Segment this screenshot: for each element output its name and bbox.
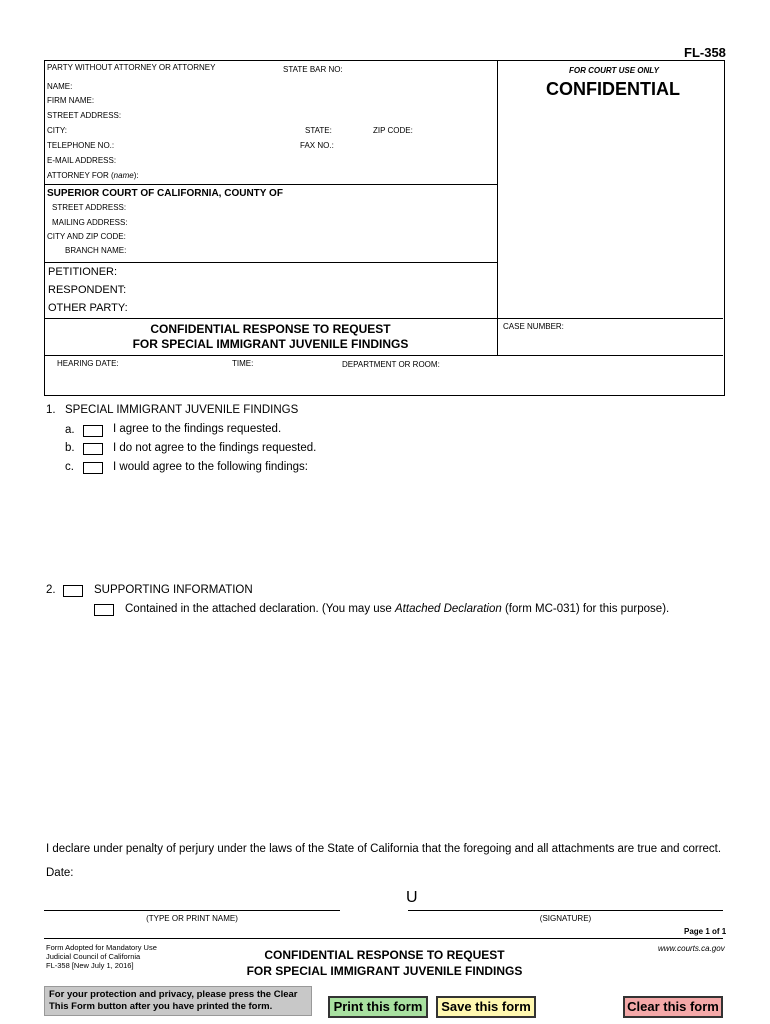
would-agree-checkbox[interactable] (83, 462, 103, 474)
hearing-date-label: HEARING DATE: (57, 359, 119, 368)
agree-checkbox[interactable] (83, 425, 103, 437)
page-number: Page 1 of 1 (684, 927, 727, 936)
telephone-label: TELEPHONE NO.: (47, 141, 115, 150)
privacy-notice (44, 986, 312, 1016)
state-label: STATE: (305, 126, 332, 135)
attorney-for-prefix: ATTORNEY FOR ( (47, 171, 114, 180)
divider (44, 184, 497, 185)
petitioner-label: PETITIONER: (48, 266, 118, 278)
privacy-line2: This Form button after you have printed the form. (49, 1001, 273, 1012)
party-label: PARTY WITHOUT ATTORNEY OR ATTORNEY (47, 63, 216, 72)
section1-title: SPECIAL IMMIGRANT JUVENILE FINDINGS (65, 404, 299, 416)
street-address-label: STREET ADDRESS: (47, 111, 122, 120)
perjury-declaration: I declare under penalty of perjury under the laws of the State of California that the foregoing and all attachments are true and correct. (46, 843, 722, 855)
state-bar-label: STATE BAR NO: (283, 65, 343, 74)
declaration-attached-suffix: (form MC-031) for this purpose). (501, 603, 670, 615)
court-mailing-label: MAILING ADDRESS: (52, 218, 128, 227)
type-name-label: (TYPE OR PRINT NAME) (146, 914, 238, 923)
footer-title-line2: FOR SPECIAL IMMIGRANT JUVENILE FINDINGS (246, 964, 523, 978)
zip-label: ZIP CODE: (373, 126, 413, 135)
firm-name-label: FIRM NAME: (47, 96, 95, 105)
signature-line (408, 910, 723, 911)
confidential-title: CONFIDENTIAL (546, 79, 680, 99)
disagree-checkbox[interactable] (83, 443, 103, 455)
adopted-line2: Judicial Council of California (46, 952, 141, 961)
footer-rule (44, 938, 723, 939)
signature-mark-icon: U (406, 889, 418, 906)
divider (44, 262, 497, 263)
divider (44, 318, 723, 319)
court-use-only: FOR COURT USE ONLY (569, 66, 659, 75)
attached-declaration-checkbox[interactable] (94, 604, 114, 616)
option-a-text: I agree to the findings requested. (113, 423, 282, 435)
supporting-info-checkbox[interactable] (63, 585, 83, 597)
section1-number: 1. (46, 404, 56, 416)
court-city-zip-label: CITY AND ZIP CODE: (47, 232, 126, 241)
form-title (44, 322, 497, 352)
form-number: FL-358 (684, 45, 726, 60)
website-link[interactable]: www.courts.ca.gov (658, 944, 725, 953)
divider (44, 355, 723, 356)
footer-title-line1: CONFIDENTIAL RESPONSE TO REQUEST (264, 948, 505, 962)
option-b-label: b. (65, 442, 75, 454)
department-label: DEPARTMENT OR ROOM: (342, 360, 440, 369)
city-label: CITY: (47, 126, 68, 135)
court-street-label: STREET ADDRESS: (52, 203, 127, 212)
attorney-for-suffix: ): (133, 171, 139, 180)
option-c-text: I would agree to the following findings: (113, 461, 308, 473)
print-form-button[interactable]: Print this form (328, 996, 428, 1018)
save-form-button[interactable]: Save this form (436, 996, 536, 1018)
clear-form-button[interactable]: Clear this form (623, 996, 723, 1018)
footer-title (210, 947, 559, 979)
adopted-line1: Form Adopted for Mandatory Use (46, 943, 157, 952)
attorney-for-label (47, 171, 139, 180)
adopted-line3: FL-358 [New July 1, 2016] (46, 961, 134, 970)
attorney-for-name: name (113, 171, 134, 180)
name-label: NAME: (47, 82, 73, 91)
form-title-line1: CONFIDENTIAL RESPONSE TO REQUEST (150, 322, 391, 336)
court-branch-label: BRANCH NAME: (65, 246, 127, 255)
signature-label: (SIGNATURE) (539, 914, 592, 923)
name-line (44, 910, 340, 911)
findings-text-area[interactable] (113, 478, 713, 568)
form-title-line2: FOR SPECIAL IMMIGRANT JUVENILE FINDINGS (132, 337, 409, 351)
option-a-label: a. (65, 424, 75, 436)
adopted-block (46, 943, 157, 970)
other-party-label: OTHER PARTY: (48, 302, 128, 314)
court-title: SUPERIOR COURT OF CALIFORNIA, COUNTY OF (47, 188, 283, 199)
attached-declaration-title: Attached Declaration (395, 603, 502, 615)
fax-label: FAX NO.: (300, 141, 334, 150)
respondent-label: RESPONDENT: (48, 284, 127, 296)
case-number-label: CASE NUMBER: (503, 322, 564, 331)
section2-number: 2. (46, 584, 56, 596)
date-label: Date: (46, 867, 74, 879)
section2-title: SUPPORTING INFORMATION (94, 584, 253, 596)
declaration-attached-text (125, 603, 669, 615)
option-b-text: I do not agree to the findings requested. (113, 442, 317, 454)
option-c-label: c. (65, 461, 74, 473)
declaration-attached-prefix: Contained in the attached declaration. (You may use (125, 603, 396, 615)
privacy-line1: For your protection and privacy, please press the Clear (49, 989, 298, 1000)
divider (497, 60, 498, 355)
email-label: E-MAIL ADDRESS: (47, 156, 117, 165)
hearing-time-label: TIME: (232, 359, 254, 368)
